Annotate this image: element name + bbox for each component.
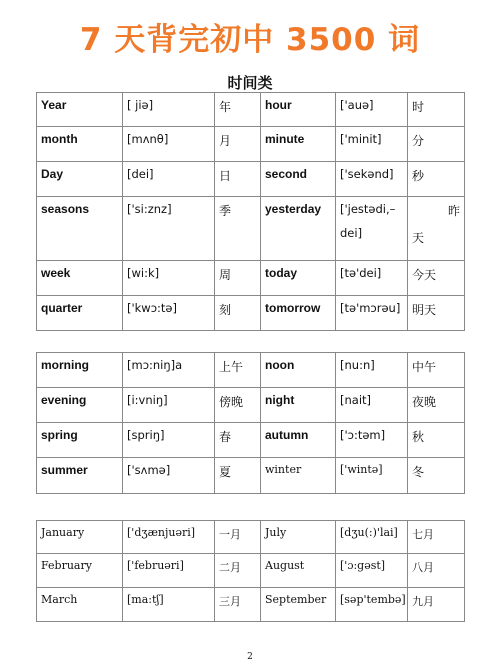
word-cn: 傍晚 (215, 388, 261, 423)
word-phonetic: [wi:k] (123, 261, 215, 296)
word-phonetic: [ma:tʃ] (123, 588, 215, 622)
word-cn: 昨 天 (408, 197, 465, 261)
word-en: night (261, 388, 336, 423)
word-cn: 分 (408, 127, 465, 162)
table-row (37, 588, 465, 622)
word-cn: 中午 (408, 353, 465, 388)
word-phonetic: ['sekənd] (336, 162, 408, 197)
table-row (37, 261, 465, 296)
word-en: seasons (37, 197, 123, 261)
word-phonetic: ['februəri] (123, 554, 215, 588)
word-en: August (261, 554, 336, 588)
word-cn: 夏 (215, 458, 261, 494)
word-en: hour (261, 93, 336, 127)
word-phonetic: [mɔ:niŋ]a (123, 353, 215, 388)
word-cn: 上午 (215, 353, 261, 388)
word-en: autumn (261, 423, 336, 458)
word-en: today (261, 261, 336, 296)
word-phonetic: [ jiə] (123, 93, 215, 127)
word-phonetic: ['sʌmə] (123, 458, 215, 494)
table-row (37, 554, 465, 588)
word-phonetic: [tə'mɔrəu] (336, 296, 408, 331)
word-en: evening (37, 388, 123, 423)
word-phonetic: [spriŋ] (123, 423, 215, 458)
word-cn: 七月 (408, 521, 465, 554)
table-row (37, 296, 465, 331)
word-en: summer (37, 458, 123, 494)
word-phonetic: ['minit] (336, 127, 408, 162)
word-en: January (37, 521, 123, 554)
word-phonetic: [tə'dei] (336, 261, 408, 296)
word-phonetic: [dʒu(:)'lai] (336, 521, 408, 554)
page-number: 2 (247, 652, 253, 662)
page-title: 7 天背完初中 3500 词 (79, 22, 421, 58)
section-heading: 时间类 (227, 74, 273, 92)
table-row (37, 458, 465, 494)
word-en: March (37, 588, 123, 622)
word-phonetic: [nu:n] (336, 353, 408, 388)
word-phonetic: ['ɔ:gəst] (336, 554, 408, 588)
word-cn: 夜晚 (408, 388, 465, 423)
word-cn: 冬 (408, 458, 465, 494)
word-cn: 年 (215, 93, 261, 127)
word-phonetic: [mʌnθ] (123, 127, 215, 162)
word-phonetic: ['auə] (336, 93, 408, 127)
table-row (37, 521, 465, 554)
word-en: yesterday (261, 197, 336, 261)
word-cn: 今天 (408, 261, 465, 296)
table-row (37, 388, 465, 423)
word-cn: 三月 (215, 588, 261, 622)
word-en: month (37, 127, 123, 162)
word-en: morning (37, 353, 123, 388)
word-en: noon (261, 353, 336, 388)
word-en: quarter (37, 296, 123, 331)
word-cn: 月 (215, 127, 261, 162)
word-cn: 二月 (215, 554, 261, 588)
word-phonetic: [i:vniŋ] (123, 388, 215, 423)
word-en: spring (37, 423, 123, 458)
word-cn: 季 (215, 197, 261, 261)
word-phonetic: [səp'tembə] (336, 588, 408, 622)
word-cn: 明天 (408, 296, 465, 331)
table-row (37, 127, 465, 162)
word-en: July (261, 521, 336, 554)
table-row (37, 353, 465, 388)
word-cn: 九月 (408, 588, 465, 622)
word-phonetic: [nait] (336, 388, 408, 423)
word-en: Day (37, 162, 123, 197)
word-phonetic: ['jestədi,– dei] (336, 197, 408, 261)
word-en: tomorrow (261, 296, 336, 331)
word-cn: 日 (215, 162, 261, 197)
word-phonetic: ['wintə] (336, 458, 408, 494)
table-row (37, 197, 465, 261)
word-en: Year (37, 93, 123, 127)
word-en: week (37, 261, 123, 296)
table-row (37, 423, 465, 458)
word-phonetic: [dei] (123, 162, 215, 197)
word-cn: 刻 (215, 296, 261, 331)
vocab-table-seasons (36, 352, 465, 494)
word-cn: 时 (408, 93, 465, 127)
word-cn: 秒 (408, 162, 465, 197)
word-cn: 春 (215, 423, 261, 458)
word-en: September (261, 588, 336, 622)
vocab-table-months (36, 520, 465, 622)
word-cn: 秋 (408, 423, 465, 458)
word-phonetic: ['si:znz] (123, 197, 215, 261)
word-phonetic: ['ɔ:təm] (336, 423, 408, 458)
word-en: minute (261, 127, 336, 162)
word-phonetic: ['kwɔ:tə] (123, 296, 215, 331)
word-en: February (37, 554, 123, 588)
word-en: winter (261, 458, 336, 494)
word-en: second (261, 162, 336, 197)
word-phonetic: ['dʒænjuəri] (123, 521, 215, 554)
table-row (37, 93, 465, 127)
word-cn: 一月 (215, 521, 261, 554)
table-row (37, 162, 465, 197)
word-cn: 八月 (408, 554, 465, 588)
word-cn: 周 (215, 261, 261, 296)
vocab-table-time (36, 92, 465, 331)
